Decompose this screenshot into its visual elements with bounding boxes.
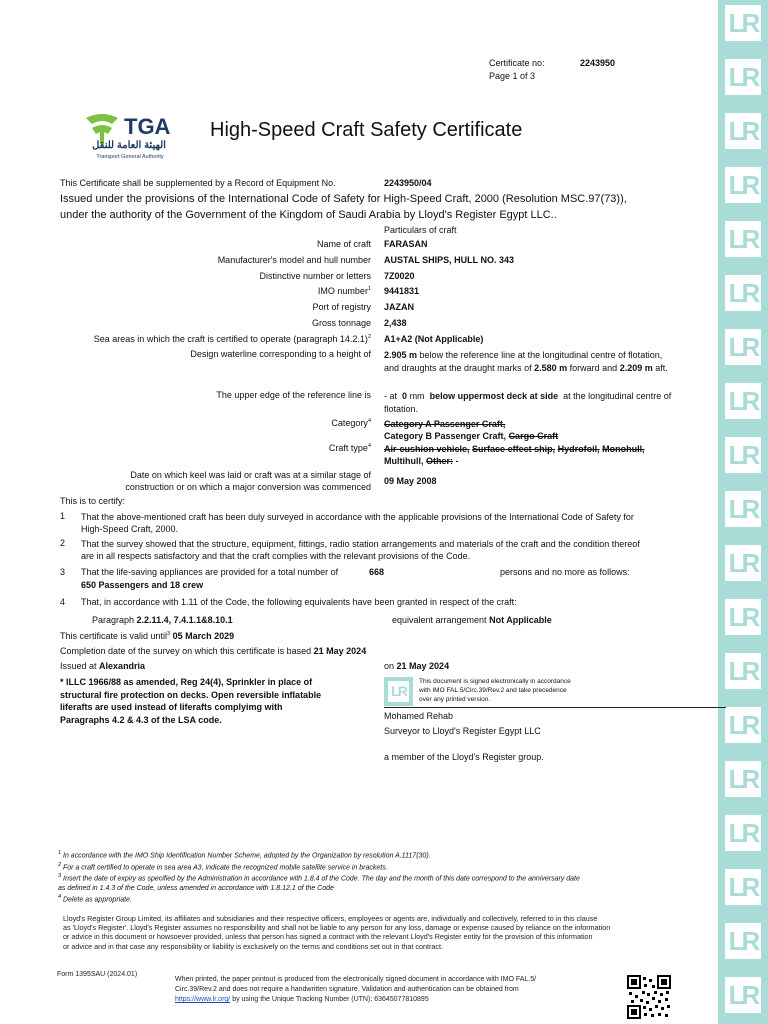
lr-watermark-icon: LR (725, 329, 761, 365)
certify-item-1: That the above-mentioned craft has been duly surveyed in accordance with the applicable provisions of the International Code of Safety for High-Speed Craft, 2000. (81, 512, 634, 534)
lr-watermark-icon: LR (725, 5, 761, 41)
lr-watermark-stripe (718, 0, 768, 1024)
electronic-signature-notice: This document is signed electronically in accordance with IMO FAL.5/Circ.39/Rev.2 and take precedence over any printed version. (419, 678, 571, 703)
craft-type-value: Air-cushion vehicle, Surface effect ship, Hydrofoil, Monohull, Multihull, Other: - (384, 444, 645, 466)
supplement-label: This Certificate shall be supplemented by a Record of Equipment No. (60, 178, 336, 188)
signature-line (384, 707, 726, 708)
waterline-value: 2.905 m below the reference line at the longitudinal centre of flotation, and draughts at the draught marks of 2.580 m forward and 2.209 m aft. (384, 350, 668, 373)
surveyor-role: Surveyor to Lloyd's Register Egypt LLC (384, 726, 541, 736)
page-indicator: Page 1 of 3 (489, 71, 536, 81)
certify-item-number: 4 (60, 597, 66, 607)
footnotes (58, 849, 718, 904)
issued-on: on 21 May 2024 (384, 661, 450, 671)
lr-watermark-icon: LR (725, 707, 761, 743)
printout-notice: When printed, the paper printout is produced from the electronically signed document in accordance with IMO FAL.5/ Circ.39/Rev.2 and does not require a handwritten signature. Validation and authentication can be obtained from https://www.lr.org/ by using the Unique Tracking Number (UTN): 63645077810895 (175, 976, 537, 1003)
tga-logo-text: TGA (124, 114, 171, 139)
sea-areas-value: A1+A2 (Not Applicable) (384, 334, 484, 344)
form-number: Form 1395SAU (2024.01) (57, 971, 138, 978)
lr-watermark-icon: LR (725, 815, 761, 851)
name-of-craft-value: FARASAN (384, 239, 428, 249)
lr-watermark-icon: LR (725, 59, 761, 95)
lifesaving-total: 668 (369, 567, 385, 577)
footnote: $^2$ For a craft certified to operate in sea area A3, indicate the recognized mobile satellite service in brackets. (58, 861, 388, 871)
footnote: $^4$ Delete as appropriate. (58, 893, 132, 904)
keel-date-label: Date on which keel was laid or craft was at a similar stage of construction or on which a major conversion was commenced (125, 470, 371, 492)
lr-watermark-icon: LR (725, 113, 761, 149)
issued-under-line: Issued under the provisions of the International Code of Safety for High-Speed Craft, 2000 (Resolution MSC.97(73)), (60, 193, 627, 205)
port-of-registry-label: Port of registry (312, 302, 371, 312)
page-title: High-Speed Craft Safety Certificate (210, 119, 523, 141)
certify-heading: This is to certify: (60, 496, 126, 506)
footnote: $^1$ In accordance with the IMO Ship Identification Number Scheme, adopted by the Organization by resolution A.1117(30). (58, 850, 431, 860)
certify-item-2: That the survey showed that the structure, equipment, fittings, radio station arrangements and materials of the craft and the condition thereof are in all respects satisfactory and that the craft complies with the relevant provisions of the Code. (81, 539, 640, 561)
lr-website-link[interactable]: https://www.lr.org/ (175, 996, 231, 1003)
lr-watermark-icon: LR (725, 491, 761, 527)
lr-watermark-icon: LR (725, 383, 761, 419)
lr-watermark-icon: LR (725, 761, 761, 797)
lr-watermark-icon: LR (725, 599, 761, 635)
lr-watermark-icon: LR (725, 275, 761, 311)
issuing-body: by Lloyd's Register Egypt LLC.. (403, 209, 557, 221)
gross-tonnage-value: 2,438 (384, 318, 407, 328)
particulars-heading: Particulars of craft (384, 225, 457, 235)
certify-item-number: 3 (60, 567, 66, 577)
lr-watermark-icon: LR (725, 167, 761, 203)
category-value: Category A Passenger Craft, Category B Passenger Craft, Cargo Craft (384, 419, 559, 441)
issuing-authority: under the authority of the Government of the Kingdom of Saudi Arabia (60, 209, 401, 221)
keel-date-value: 09 May 2008 (384, 476, 437, 486)
imo-number-value: 9441831 (384, 286, 420, 296)
waterline-label: Design waterline corresponding to a height of (190, 349, 371, 359)
issued-authority-line (60, 209, 557, 221)
issued-at: Issued at Alexandria (60, 661, 146, 671)
lr-stamp-icon: LR (384, 677, 413, 706)
paragraph-ref: Paragraph 2.2.11.4, 7.4.1.1&8.10.1 (92, 615, 233, 625)
lr-watermark-icon: LR (725, 977, 761, 1013)
lr-watermark-icon: LR (725, 221, 761, 257)
lr-watermark-icon: LR (725, 923, 761, 959)
distinctive-number-label: Distinctive number or letters (259, 271, 371, 281)
craft-type-label: Craft type$^4$ (328, 443, 371, 453)
reference-line-label: The upper edge of the reference line is (216, 390, 371, 400)
equivalent-arrangement: equivalent arrangement Not Applicable (392, 615, 552, 625)
surveyor-name: Mohamed Rehab (384, 711, 454, 721)
category-label: Category$^4$ (331, 418, 371, 428)
completion-date: Completion date of the survey on which this certificate is based 21 May 2024 (60, 646, 367, 656)
lifesaving-tail: persons and no more as follows: (500, 567, 630, 577)
port-of-registry-value: JAZAN (384, 302, 415, 312)
tga-logo (62, 92, 194, 172)
tga-logo-arabic: الهيئة العامة للنقل (92, 140, 166, 151)
footnote: $^3$ Insert the date of expiry as specified by the Administration in accordance with 1.8.4 of the Code. The day and the month of this date correspond to the anniversary date (58, 873, 580, 883)
certificate-number-value: 2243950 (580, 58, 616, 68)
tga-logo-english: Transport General Authority (96, 154, 164, 160)
equivalents-text: That, in accordance with 1.11 of the Code, the following equivalents have been granted in respect of the craft: (81, 597, 517, 607)
model-hull-value: AUSTAL SHIPS, HULL NO. 343 (384, 255, 515, 265)
certify-item-number: 1 (60, 511, 66, 521)
certificate-number-label: Certificate no: (489, 58, 545, 68)
valid-until: This certificate is valid until$^3$ 05 March 2029 (60, 631, 235, 641)
lifesaving-detail: 650 Passengers and 18 crew (81, 580, 204, 590)
lifesaving-text: That the life-saving appliances are provided for a total number of (81, 567, 339, 577)
lr-group-member: a member of the Lloyd's Register group. (384, 752, 544, 762)
footnote: as defined in 1.4.3 of the Code, unless amended in accordance with 1.8.12.1 of the Code (58, 884, 334, 892)
sea-areas-label: Sea areas in which the craft is certified to operate (paragraph 14.2.1)$^2$ (93, 334, 371, 344)
imo-number-label: IMO number$^1$ (317, 286, 371, 296)
supplement-value: 2243950/04 (384, 178, 432, 188)
name-of-craft-label: Name of craft (316, 239, 371, 249)
distinctive-number-value: 7Z0020 (384, 271, 415, 281)
liability-disclaimer: Lloyd's Register Group Limited, its affiliates and subsidiaries and their respective officers, employees or agents are, individually and collectively, referred to in this clause as 'Lloyd's Register'. Lloyd's Register assumes no responsibility and shall not be liable to any person for any loss, damage or expense caused by reliance on the information or advice in this document or howsoever provided, unless that person has signed a contract with the relevant Lloyd's Register entity for the provision of this information or advice and in that case any responsibility or liability is exclusively on the terms and conditions set out in that contract. (63, 914, 611, 951)
lr-watermark-icon: LR (725, 437, 761, 473)
model-hull-label: Manufacturer's model and hull number (217, 255, 371, 265)
certify-item-number: 2 (60, 538, 66, 548)
lr-watermark-icon: LR (725, 653, 761, 689)
gross-tonnage-label: Gross tonnage (311, 318, 371, 328)
lr-watermark-icon: LR (725, 869, 761, 905)
qr-code-icon (627, 975, 671, 1019)
reference-line-value: - at 0 mm below uppermost deck at side at the longitudinal centre of flotation. (384, 391, 672, 414)
lr-watermark-icon: LR (725, 545, 761, 581)
equivalence-note: * ILLC 1966/88 as amended, Reg 24(4), Sprinkler in place of structural fire protection on decks. Open reversible inflatable liferafts are used instead of liferafts complyimg with Paragraphs 4.2 & 4.3 of the LSA code. (60, 677, 322, 725)
